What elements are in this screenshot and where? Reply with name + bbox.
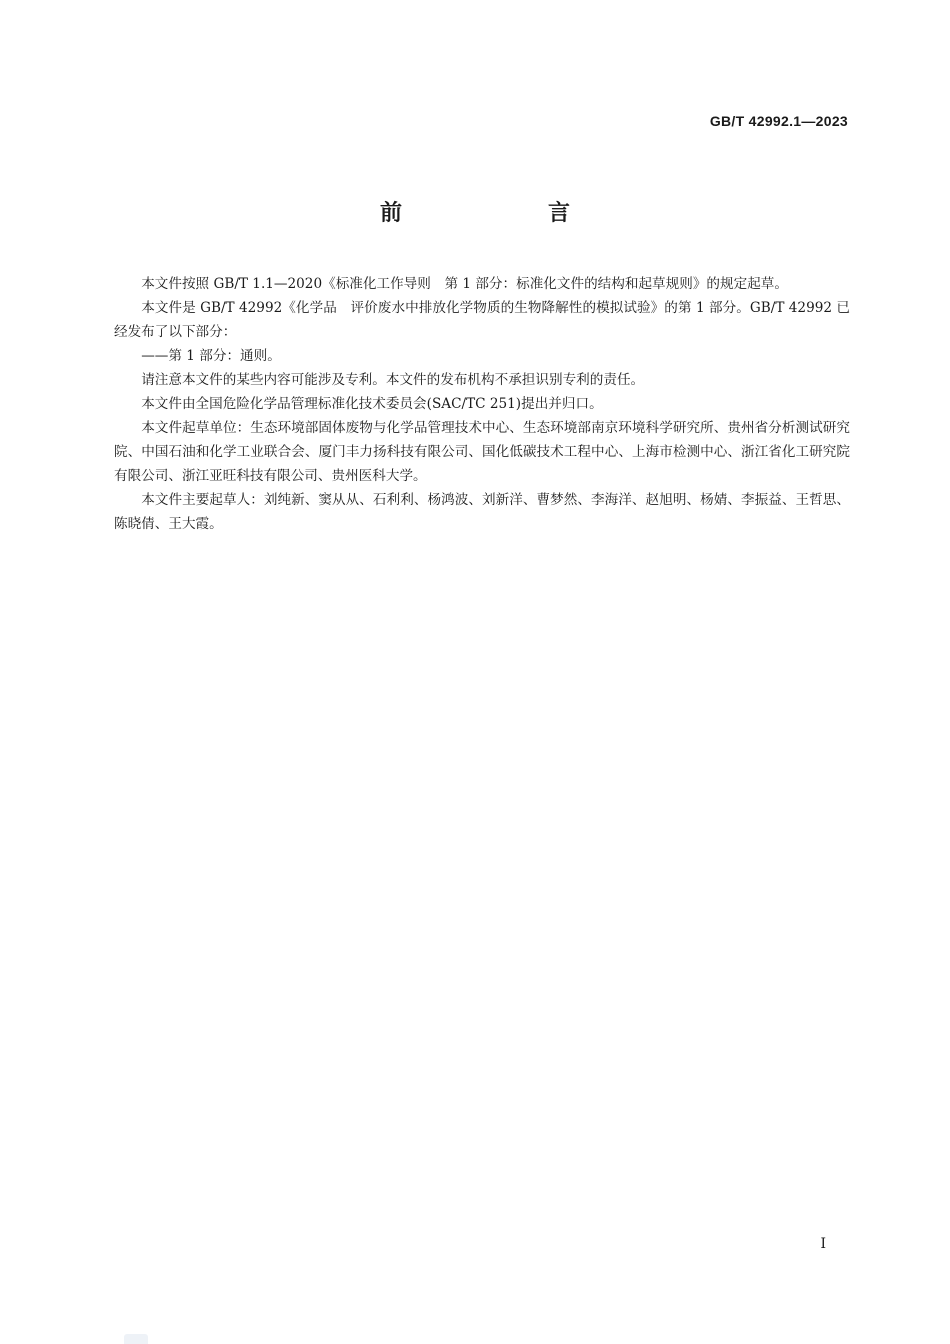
foreword-body (114, 272, 850, 536)
paragraph-drafting-units: 本文件起草单位：生态环境部固体废物与化学品管理技术中心、生态环境部南京环境科学研究所、贵州省分析测试研究院、中国石油和化学工业联合会、厦门丰力扬科技有限公司、国化低碳技术工程中心、上海市检测中心、浙江省化工研究院有限公司、浙江亚旺科技有限公司、贵州医科大学。 (114, 420, 850, 484)
page-title: 前 言 (379, 201, 632, 226)
paragraph-part-statement: 本文件是 GB/T 42992《化学品 评价废水中排放化学物质的生物降解性的模拟试验》的第 1 部分。GB/T 42992 已经发布了以下部分： (114, 300, 850, 340)
standard-code: GB/T 42992.1—2023 (709, 113, 848, 129)
page-number: I (820, 1236, 826, 1252)
paragraph-drafters: 本文件主要起草人：刘纯新、窦从从、石利利、杨鸿波、刘新洋、曹梦然、李海洋、赵旭明、杨婧、李振益、王哲思、陈晓倩、王大霞。 (114, 492, 850, 532)
paragraph-part-list-item: ——第 1 部分：通则。 (141, 348, 281, 364)
corner-decoration (124, 1334, 148, 1344)
paragraph-drafting-rules: 本文件按照 GB/T 1.1—2020《标准化工作导则 第 1 部分：标准化文件的结构和起草规则》的规定起草。 (141, 276, 788, 292)
paragraph-patent-notice: 请注意本文件的某些内容可能涉及专利。本文件的发布机构不承担识别专利的责任。 (141, 372, 645, 388)
paragraph-proposer: 本文件由全国危险化学品管理标准化技术委员会(SAC/TC 251)提出并归口。 (141, 396, 603, 412)
